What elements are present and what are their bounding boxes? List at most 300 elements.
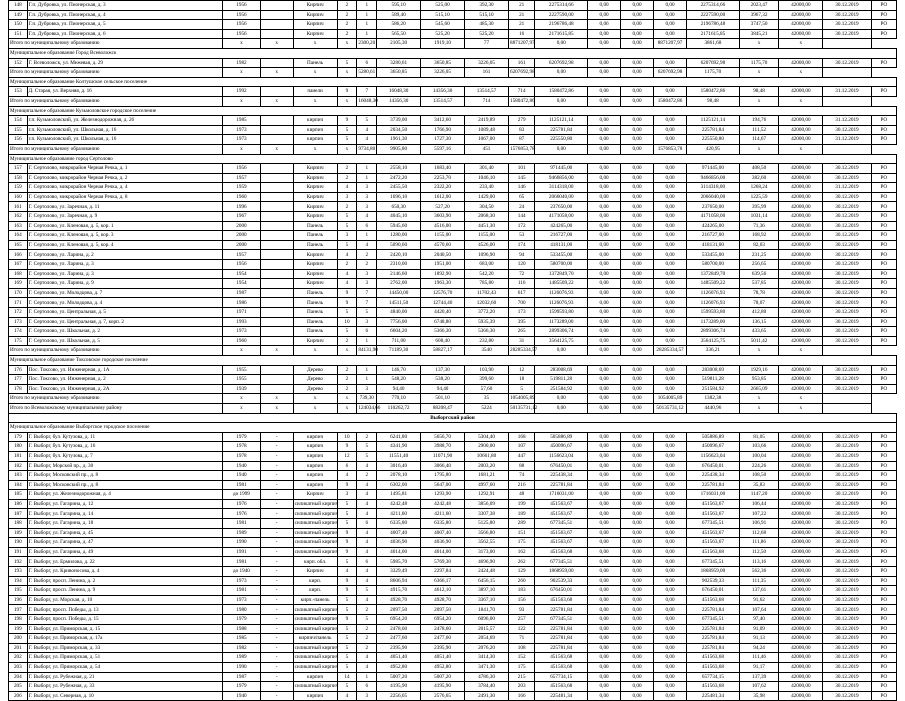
total-cell: x <box>779 346 823 356</box>
table-cell: 3226,05 <box>465 58 509 68</box>
table-row <box>9 365 897 375</box>
table-cell: - <box>260 490 293 500</box>
table-cell: 451563,68 <box>535 595 588 605</box>
table-cell: 166 <box>9 250 28 260</box>
table-cell: 225481,34 <box>687 691 740 701</box>
table-cell: 0,00 <box>654 461 687 471</box>
table-cell: 183 <box>508 586 534 596</box>
table-cell: 0,00 <box>588 336 621 346</box>
table-cell <box>260 116 293 126</box>
table-cell: Кирпич <box>293 567 337 577</box>
table-cell: 2472,20 <box>377 173 421 183</box>
table-cell: 168 <box>508 432 534 442</box>
table-cell: 42000,00 <box>779 202 823 212</box>
table-cell: 3 <box>357 691 377 701</box>
table-cell: 5366,30 <box>421 327 465 337</box>
total-cell: x <box>337 346 357 356</box>
table-cell: 42000,00 <box>779 538 823 548</box>
table-cell: 24 <box>508 202 534 212</box>
table-cell: 179 <box>9 432 28 442</box>
table-cell: 6366,17 <box>421 576 465 586</box>
method-cell: РО <box>871 116 896 126</box>
table-cell: 0,00 <box>654 221 687 231</box>
table-cell: 1173289,00 <box>687 317 740 327</box>
table-cell: 224,26 <box>739 461 779 471</box>
table-cell: 3 <box>357 192 377 202</box>
table-cell: 172 <box>9 308 28 318</box>
method-cell: РО <box>871 231 896 241</box>
table-cell: 3747,50 <box>739 20 779 30</box>
table-cell: 30.12.2019 <box>823 643 871 653</box>
table-cell: 42000,00 <box>779 432 823 442</box>
table-cell: 4516,00 <box>421 221 465 231</box>
table-cell: 0,00 <box>654 58 687 68</box>
address-cell: Г. Выборг, ул. Приморская, д. 51 <box>27 653 223 663</box>
total-cell: x <box>739 394 779 404</box>
table-cell: 0,00 <box>621 595 654 605</box>
address-cell: Г.п. Дубровка, ул. Пионерская, д. 3 <box>27 1 223 11</box>
table-cell: 0,00 <box>654 519 687 529</box>
table-cell: 0,00 <box>621 576 654 586</box>
table-cell: 42000,00 <box>779 653 823 663</box>
table-cell: 91,13 <box>739 634 779 644</box>
total-cell: 0,00 <box>621 39 654 49</box>
address-cell: Г. Выборг, бул. Кутузова, д. 16 <box>27 442 223 452</box>
total-cell <box>823 68 871 78</box>
table-cell: 4014,00 <box>421 547 465 557</box>
table-cell: 65 <box>508 192 534 202</box>
method-cell: РО <box>871 547 896 557</box>
table-cell: 4696,90 <box>465 557 509 567</box>
table-cell: 5 <box>337 519 357 529</box>
table-cell: 170 <box>9 288 28 298</box>
address-cell: Г. Сертолово, ул. Молодцова, д. 7 <box>27 288 223 298</box>
table-cell: 0,00 <box>654 298 687 308</box>
table-cell: Кирпич <box>293 164 337 174</box>
total-cell: 5597,16 <box>421 144 465 154</box>
table-cell: 3564125,75 <box>687 336 740 346</box>
table-cell: 0,00 <box>654 557 687 567</box>
total-label: Итого по муниципальному образованию <box>9 144 223 154</box>
table-cell: 97,40 <box>739 615 779 625</box>
table-cell: 257 <box>508 615 534 625</box>
table-cell: 1727,30 <box>421 135 465 145</box>
table-cell: 1 <box>357 375 377 385</box>
address-cell: Г. Сертолово, ул. Кленовая, д. 5, кор. 4 <box>27 240 223 250</box>
table-cell <box>260 212 293 222</box>
total-cell: 1054005,89 <box>654 394 687 404</box>
table-cell: 0,00 <box>621 20 654 30</box>
table-cell: 0,00 <box>588 471 621 481</box>
table-cell: 42000,00 <box>779 29 823 39</box>
total-cell: 3861,68 <box>687 39 740 49</box>
table-cell: 0,00 <box>588 691 621 701</box>
table-cell: 0,00 <box>654 250 687 260</box>
table-cell: 5 <box>337 58 357 68</box>
table-cell: 451563,68 <box>535 653 588 663</box>
table-cell: 185 <box>9 490 28 500</box>
table-cell: 112,68 <box>739 528 779 538</box>
table-cell: 4 <box>357 528 377 538</box>
table-cell: 149 <box>9 10 28 20</box>
table-cell: 0,00 <box>621 250 654 260</box>
table-cell: 225781,84 <box>687 624 740 634</box>
total-cell: x <box>779 394 823 404</box>
table-cell: 1280,00 <box>377 231 421 241</box>
table-cell: 0,00 <box>588 10 621 20</box>
method-cell: РО <box>871 691 896 701</box>
table-row <box>9 135 897 145</box>
table-cell: 1985 <box>223 116 260 126</box>
table-cell: силикатный кирпич <box>294 644 339 651</box>
method-cell: РО <box>871 595 896 605</box>
table-cell: 0,00 <box>621 461 654 471</box>
table-cell: 395,99 <box>739 202 779 212</box>
table-cell: 4195,90 <box>421 682 465 692</box>
table-cell: кирп. обл. <box>293 557 337 567</box>
table-cell: 1580472,86 <box>535 87 588 97</box>
total-cell: 0,00 <box>621 346 654 356</box>
table-cell: 1957 <box>223 173 260 183</box>
table-cell: 174 <box>508 240 534 250</box>
table-row <box>9 442 897 452</box>
table-cell: 451563,67 <box>687 509 740 519</box>
table-cell: 6096,00 <box>465 615 509 625</box>
table-cell: 158 <box>9 173 28 183</box>
table-cell: 225781,84 <box>535 480 588 490</box>
table-cell: 2 <box>337 375 357 385</box>
total-cell: x <box>260 403 293 413</box>
total-cell: 0,00 <box>621 403 654 413</box>
table-cell: 30.12.2019 <box>823 624 871 634</box>
table-cell: 42000,00 <box>779 634 823 644</box>
table-cell: 202 <box>9 653 28 663</box>
table-cell: 231,25 <box>739 250 779 260</box>
total-cell: x <box>337 68 357 78</box>
table-cell: 1956 <box>223 20 260 30</box>
table-cell: 30.12.2019 <box>823 58 871 68</box>
table-cell: 42000,00 <box>779 682 823 692</box>
table-cell: 4570,60 <box>421 240 465 250</box>
table-cell: 0,00 <box>654 317 687 327</box>
table-cell: 5 <box>357 451 377 461</box>
table-cell: 1979 <box>223 682 260 692</box>
table-cell: 0,00 <box>588 269 621 279</box>
total-cell: 0,00 <box>535 394 588 404</box>
address-cell: Г. Сертолово, ул. Кленовая, д. 5, кор. 3 <box>27 231 223 241</box>
address-cell: Г.п. Дубровка, ул. Пионерская, д. 5 <box>27 20 223 30</box>
table-cell: 0,00 <box>621 471 654 481</box>
total-row <box>9 96 897 106</box>
table-cell: 1989 <box>223 528 260 538</box>
table-cell: 3 <box>357 384 377 394</box>
table-cell: 3114318,00 <box>687 183 740 193</box>
table-row <box>9 298 897 308</box>
table-cell: силикатный кирпич <box>294 654 339 661</box>
table-cell: Кирпич <box>293 10 337 20</box>
address-cell: Г. Сертолово, микрорайон Черная Речка, д. 8 <box>27 192 223 202</box>
table-cell: 4952,80 <box>421 662 465 672</box>
table-cell: 30.12.2019 <box>823 461 871 471</box>
table-cell: 5125,80 <box>465 519 509 529</box>
table-cell <box>260 87 293 97</box>
method-cell: РО <box>871 202 896 212</box>
table-cell: 161 <box>508 58 534 68</box>
table-cell: 1996 <box>223 202 260 212</box>
table-cell: 30.12.2019 <box>823 605 871 615</box>
total-cell: x <box>260 346 293 356</box>
table-cell: 785,80 <box>465 279 509 289</box>
table-cell: 2310,00 <box>377 260 421 270</box>
address-cell: Г. Выборг, бул. Кутузова, д. 7 <box>27 451 223 461</box>
table-cell: 137,30 <box>421 365 465 375</box>
table-cell: 4171058,00 <box>687 212 740 222</box>
section-header-row <box>9 355 897 365</box>
table-cell: - <box>260 576 293 586</box>
table-cell: 525,00 <box>421 1 465 11</box>
total-cell: 0,00 <box>588 346 621 356</box>
table-cell: 4036,90 <box>421 538 465 548</box>
table-cell: 0,00 <box>654 87 687 97</box>
address-cell: Г. Выборг, Московский пр., д. 8 <box>27 471 223 481</box>
table-cell: 31 <box>508 336 534 346</box>
table-cell: 3 <box>337 490 357 500</box>
table-cell: 5007,20 <box>421 672 465 682</box>
table-cell: 71,36 <box>739 221 779 231</box>
table-cell: Кирпич <box>293 29 337 39</box>
table-cell: 0,00 <box>621 557 654 567</box>
table-row <box>9 327 897 337</box>
method-cell: РО <box>871 183 896 193</box>
table-cell: 1 <box>357 365 377 375</box>
table-cell: 1126076,93 <box>535 298 588 308</box>
table-cell: 451563,68 <box>687 653 740 663</box>
address-cell: Г. Выборг, просп. Ленина, д. 9 <box>27 586 223 596</box>
address-cell: Г. Выборг, бул. Кутузова, д. 11 <box>27 432 223 442</box>
table-cell: 2 <box>357 260 377 270</box>
method-cell: РО <box>871 336 896 346</box>
table-cell: 4242,48 <box>421 499 465 509</box>
address-cell: Пос. Токсово, ул. Инженерная, д. 2 <box>27 375 223 385</box>
table-cell: 2076,20 <box>465 643 509 653</box>
table-cell: 0,00 <box>588 461 621 471</box>
method-cell: РО <box>871 519 896 529</box>
table-cell: 2066040,00 <box>535 192 588 202</box>
table-cell: 0,00 <box>654 538 687 548</box>
table-cell: силикатный кирпич <box>294 548 339 555</box>
total-label: Итого по Всеволожскому муниципальному району <box>9 403 223 413</box>
table-cell: 2 <box>337 29 357 39</box>
total-cell: x <box>293 346 337 356</box>
table-cell: 35,83 <box>739 480 779 490</box>
table-cell: 304,50 <box>465 202 509 212</box>
table-cell: 42000,00 <box>779 365 823 375</box>
table-cell: 2 <box>357 643 377 653</box>
table-row <box>9 576 897 586</box>
table-cell: - <box>260 624 293 634</box>
table-cell: - <box>260 595 293 605</box>
table-cell: 3114318,00 <box>535 183 588 193</box>
table-cell: 2 <box>337 1 357 11</box>
table-cell: 1716031,00 <box>535 490 588 500</box>
table-cell: 0,00 <box>588 634 621 644</box>
table-cell: 1716031,00 <box>687 490 740 500</box>
table-cell: 72 <box>508 269 534 279</box>
table-cell: Кирпич <box>293 20 337 30</box>
method-cell: РО <box>871 528 896 538</box>
table-cell: 175 <box>508 662 534 672</box>
table-cell: 9 <box>337 87 357 97</box>
table-cell: 0,00 <box>621 605 654 615</box>
table-cell: 451563,67 <box>687 538 740 548</box>
table-cell: 120 <box>508 260 534 270</box>
table-cell: 1 <box>357 29 377 39</box>
table-cell: 42000,00 <box>779 442 823 452</box>
table-cell: 6954,20 <box>377 615 421 625</box>
table-cell: 1989 <box>223 653 260 663</box>
table-cell: 5 <box>357 586 377 596</box>
table-cell: 42000,00 <box>779 20 823 30</box>
table-cell: 580700,00 <box>535 260 588 270</box>
address-cell: Г. Сертолово, ул. Ларина, д. 3 <box>27 260 223 270</box>
table-row <box>9 672 897 682</box>
table-cell: 3412,60 <box>421 116 465 126</box>
total-cell: 501,10 <box>421 394 465 404</box>
method-cell: РО <box>871 509 896 519</box>
table-cell: 1 <box>357 231 377 241</box>
table-cell: - <box>260 691 293 701</box>
table-cell: 30.12.2019 <box>823 269 871 279</box>
table-cell: 30.12.2019 <box>823 480 871 490</box>
table-cell: 283008,69 <box>687 365 740 375</box>
table-cell: 2 <box>357 471 377 481</box>
total-cell: 0,00 <box>535 39 588 49</box>
table-cell: 1126076,93 <box>535 288 588 298</box>
table-cell: 0,00 <box>621 317 654 327</box>
table-cell: кирпич <box>293 125 337 135</box>
method-cell: РО <box>871 288 896 298</box>
table-cell: 225781,84 <box>535 643 588 653</box>
table-row <box>9 164 897 174</box>
table-cell: 30.12.2019 <box>823 298 871 308</box>
table-cell: 0,00 <box>654 231 687 241</box>
table-cell: 0,00 <box>588 240 621 250</box>
table-cell: 4 <box>357 547 377 557</box>
total-cell <box>823 403 871 413</box>
table-cell: 1954 <box>223 279 260 289</box>
total-cell: 3650,85 <box>377 68 421 78</box>
table-cell: 189 <box>508 509 534 519</box>
total-cell: 2300,20 <box>358 40 376 47</box>
table-cell: - <box>260 509 293 519</box>
table-cell <box>260 298 293 308</box>
table-cell: 5 <box>337 634 357 644</box>
table-cell: 0,00 <box>654 1 687 11</box>
table-cell: 0,00 <box>654 471 687 481</box>
table-cell: 2146,60 <box>377 269 421 279</box>
table-cell: 586,20 <box>377 20 421 30</box>
table-cell: Панель <box>293 308 337 318</box>
table-cell: Кирпич <box>293 279 337 289</box>
table-cell: 1981 <box>223 480 260 490</box>
table-cell: Панель <box>293 231 337 241</box>
table-cell: 87 <box>508 135 534 145</box>
table-cell: 1982 <box>223 58 260 68</box>
table-cell: 0,00 <box>621 653 654 663</box>
table-row <box>9 1 897 11</box>
address-cell: Пос. Токсово, ул. Инженерная, д. 2А <box>27 384 223 394</box>
table-cell: 5985,70 <box>377 557 421 567</box>
table-cell: 1956 <box>223 10 260 20</box>
total-cell: 0,00 <box>588 68 621 78</box>
section-title: Муниципальное образование Токсовское городское поселение <box>9 355 897 365</box>
total-cell: 58827,17 <box>421 346 465 356</box>
table-cell: 42000,00 <box>779 567 823 577</box>
table-cell: 1987 <box>223 288 260 298</box>
table-cell: 148 <box>9 1 28 11</box>
table-cell: 91,09 <box>739 624 779 634</box>
table-cell: 2227590,00 <box>687 10 740 20</box>
table-cell: 2762,00 <box>377 279 421 289</box>
method-cell: РО <box>871 432 896 442</box>
table-cell: 0,00 <box>588 135 621 145</box>
method-cell: РО <box>871 615 896 625</box>
table-cell: 4 <box>337 250 357 260</box>
table-cell: 0,00 <box>654 192 687 202</box>
table-cell: 1939 <box>223 384 260 394</box>
table-cell: - <box>260 538 293 548</box>
table-cell: 525,20 <box>421 29 465 39</box>
table-cell: 1956 <box>223 260 260 270</box>
table-cell: 191 <box>9 547 28 557</box>
address-cell: Г. Сертолово, ул. Центральная, д. 7, корп. 2 <box>27 317 223 327</box>
table-cell: 0,00 <box>621 365 654 375</box>
table-cell: 0,00 <box>654 336 687 346</box>
table-cell: 1293,90 <box>421 490 465 500</box>
table-cell: 3967,32 <box>739 10 779 20</box>
method-cell: РО <box>871 221 896 231</box>
table-row <box>9 10 897 20</box>
table-cell: 5 <box>357 442 377 452</box>
table-cell: 608,40 <box>421 336 465 346</box>
table-cell: 10 <box>337 432 357 442</box>
table-cell: 3 <box>337 192 357 202</box>
table-cell: 197 <box>9 605 28 615</box>
table-cell: 12 <box>508 365 534 375</box>
table-cell: 150 <box>9 20 28 30</box>
table-cell: 30.12.2019 <box>823 212 871 222</box>
method-cell: РО <box>871 10 896 20</box>
table-cell: 3 <box>357 183 377 193</box>
table-cell: 418131,00 <box>687 240 740 250</box>
table-cell: 144 <box>508 212 534 222</box>
table-cell: 450096,67 <box>687 442 740 452</box>
total-cell: 0,00 <box>535 346 588 356</box>
method-cell: РО <box>871 58 896 68</box>
table-cell: 4211,60 <box>421 509 465 519</box>
table-cell: 91,17 <box>739 662 779 672</box>
total-cell: 4440,96 <box>687 403 740 413</box>
total-cell: 5224 <box>465 403 509 413</box>
total-cell: 71189,30 <box>377 346 421 356</box>
table-cell: 0,06 <box>588 20 621 30</box>
table-cell: 8606,94 <box>377 576 421 586</box>
table-cell: 0,00 <box>654 125 687 135</box>
table-cell: 198 <box>9 615 28 625</box>
table-cell: 1960 <box>223 192 260 202</box>
table-cell: 174 <box>9 327 28 337</box>
address-cell: Пос. Токсово, ул. Инженерная, д. 1А <box>27 365 223 375</box>
